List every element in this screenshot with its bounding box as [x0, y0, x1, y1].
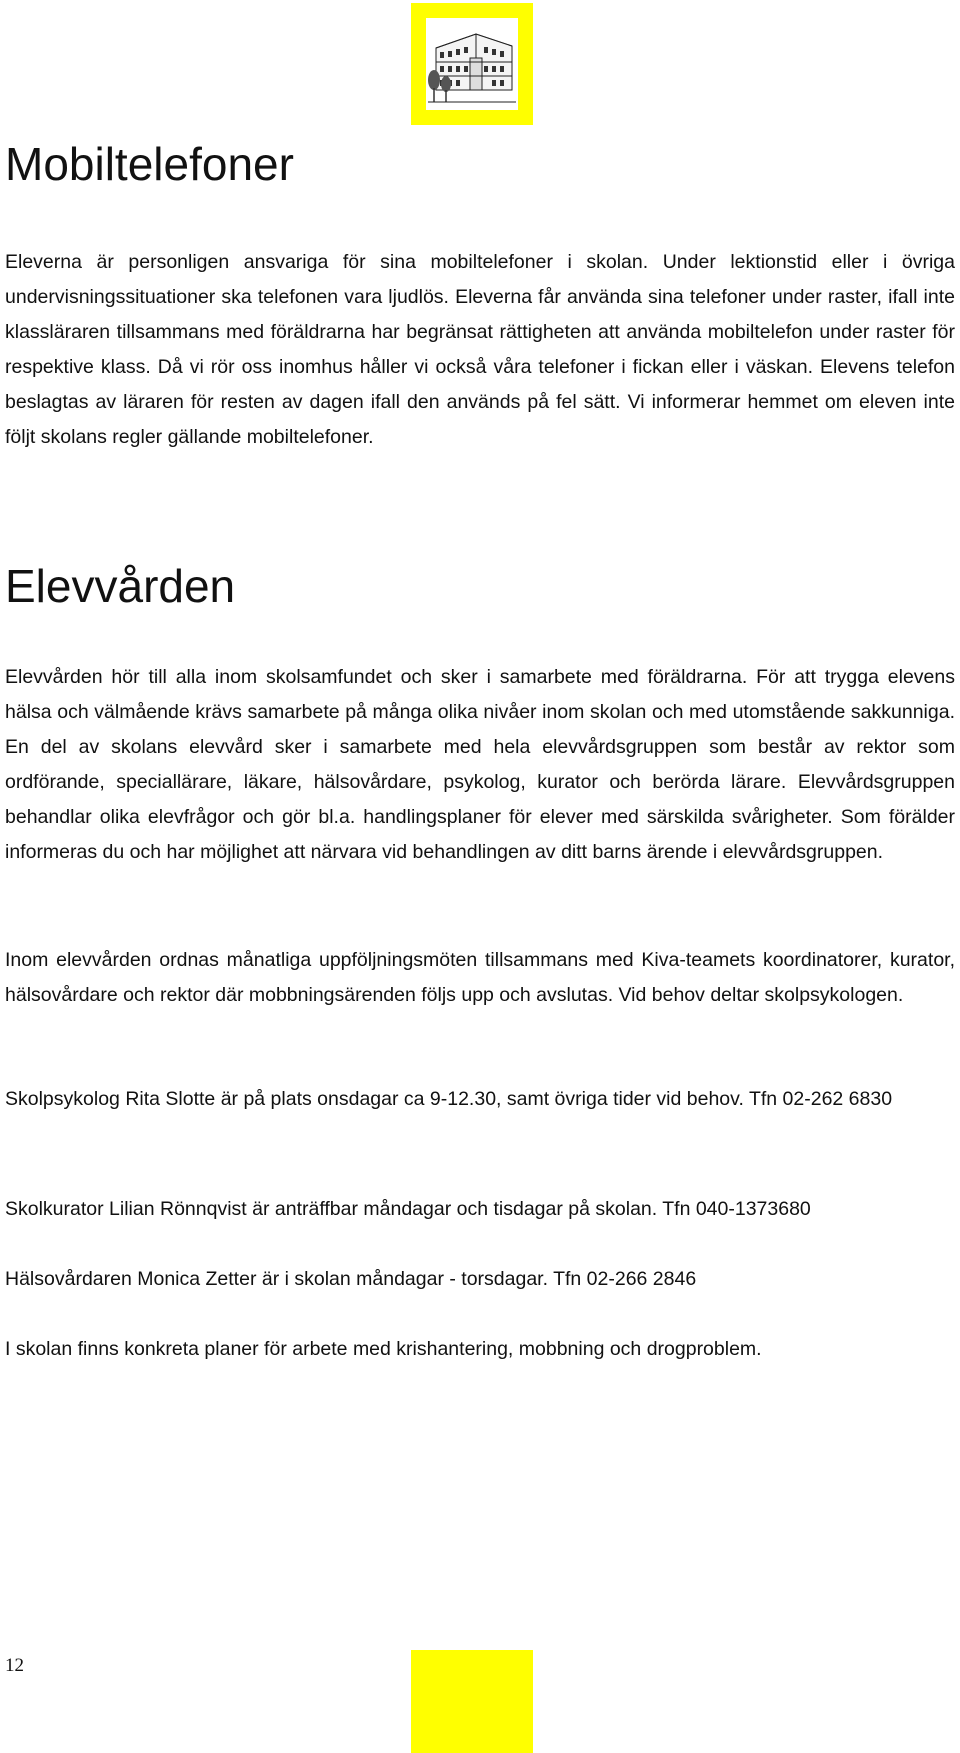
student-care-paragraph-1: Elevvården hör till alla inom skolsamfundet och sker i samarbete med föräldrarna. För att trygga elevens hälsa och välmående krävs samarbete på många olika nivåer inom skolan och med utomstående sakkunniga. En del av skolans elevvård sker i samarbete med hela elevvårdsgruppen som består av rektor som ordförande, speciallärare, läkare, hälsovårdare, psykolog, kurator och berörda lärare. Elevvårdsgruppen behandlar olika elevfrågor och gör bl.a. handlingsplaner för elever med särskilda svårigheter. Som förälder informeras du och har möjlighet att närvara vid behandlingen av ditt barns ärende i elevvårdsgruppen. — [5, 666, 955, 863]
section-heading-mobile: Mobiltelefoner — [5, 138, 294, 190]
school-nurse-paragraph: Hälsovårdaren Monica Zetter är i skolan måndagar - torsdagar. Tfn 02-266 2846 — [5, 1268, 697, 1290]
school-logo — [411, 3, 533, 125]
school-building-icon — [426, 18, 518, 110]
school-counselor-paragraph: Skolkurator Lilian Rönnqvist är anträffbar måndagar och tisdagar på skolan. Tfn 040-1373680 — [5, 1198, 811, 1220]
footer-accent-block — [411, 1650, 533, 1753]
school-psychologist-paragraph: Skolpsykolog Rita Slotte är på plats onsdagar ca 9-12.30, samt övriga tider vid behov. Tfn 02-262 6830 — [5, 1088, 893, 1110]
section-heading-student-care: Elevvården — [5, 560, 236, 612]
page-number: 12 — [5, 1655, 24, 1676]
mobile-policy-paragraph: Eleverna är personligen ansvariga för sina mobiltelefoner i skolan. Under lektionstid eller i övriga undervisningssituationer ska telefonen vara ljudlös. Eleverna får använda sina telefoner under raster, ifall inte klassläraren tillsammans med föräldrarna har begränsat rättigheten att använda mobiltelefon under raster för respektive klass. Då vi rör oss inomhus håller vi också våra telefoner i fickan eller i väskan. Elevens telefon beslagtas av läraren för resten av dagen ifall den används på fel sätt. Vi informerar hemmet om eleven inte följt skolans regler gällande mobiltelefoner. — [5, 251, 955, 448]
student-care-paragraph-2: Inom elevvården ordnas månatliga uppföljningsmöten tillsammans med Kiva-teamets koordinatorer, kurator, hälsovårdare och rektor där mobbningsärenden följs upp och avslutas. Vid behov deltar skolpsykologen. — [5, 949, 955, 1006]
crisis-plans-paragraph: I skolan finns konkreta planer för arbete med krishantering, mobbning och drogproblem. — [5, 1338, 762, 1360]
